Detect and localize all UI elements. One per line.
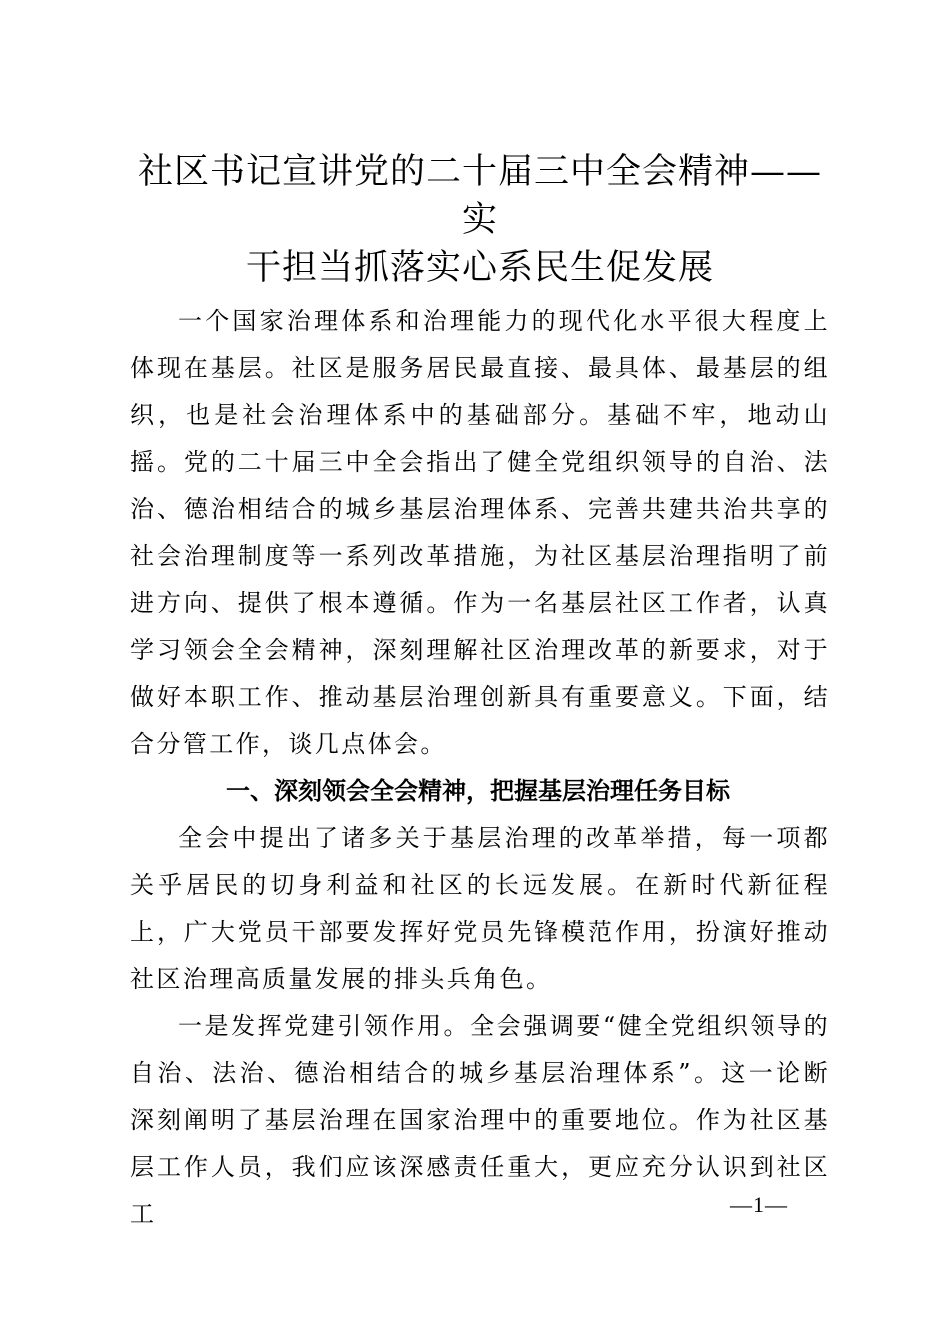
document-body: [130, 148, 830, 1238]
section-paragraph-2: 一是发挥党建引领作用。全会强调要“健全党组织领导的自治、法治、德治相结合的城乡基层治理体系”。这一论断深刻阐明了基层治理在国家治理中的重要地位。作为社区基层工作人员，我们应该深感责任重大，更应充分认识到社区工: [130, 1012, 830, 1228]
section-heading: 一、深刻领会全会精神，把握基层治理任务目标: [226, 777, 730, 805]
document-title: [130, 148, 830, 292]
section-paragraph-1: 全会中提出了诸多关于基层治理的改革举措，每一项都关乎居民的切身利益和社区的长远发展。在新时代新征程上，广大党员干部要发挥好党员先锋模范作用，扮演好推动社区治理高质量发展的排头兵角色。: [130, 824, 830, 993]
intro-paragraph: 一个国家治理体系和治理能力的现代化水平很大程度上体现在基层。社区是服务居民最直接、最具体、最基层的组织，也是社会治理体系中的基础部分。基础不牢，地动山摇。党的二十届三中全会指出了健全党组织领导的自治、法治、德治相结合的城乡基层治理体系、完善共建共治共享的社会治理制度等一系列改革措施，为社区基层治理指明了前进方向、提供了根本遵循。作为一名基层社区工作者，认真学习领会全会精神，深刻理解社区治理改革的新要求，对于做好本职工作、推动基层治理创新具有重要意义。下面，结合分管工作，谈几点体会。: [130, 307, 830, 758]
page-number: —1—: [730, 1192, 788, 1217]
title-line-1: 社区书记宣讲党的二十届三中全会精神——实: [137, 152, 822, 240]
title-line-2: 干担当抓落实心系民生促发展: [245, 248, 714, 288]
